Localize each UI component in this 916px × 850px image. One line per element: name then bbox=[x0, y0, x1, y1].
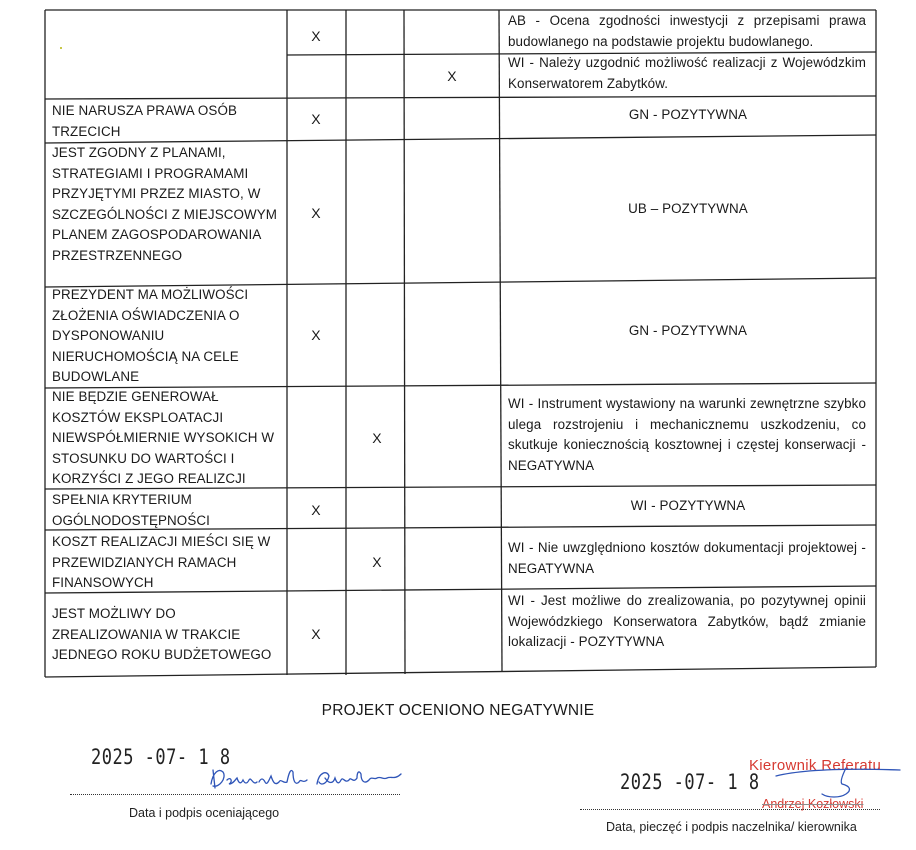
row4-opinion: UB – POZYTYWNA bbox=[628, 201, 748, 216]
row3-mark-col1: X bbox=[311, 111, 321, 127]
row9-mark-col1: X bbox=[311, 626, 321, 642]
row8-criterion: KOSZT REALIZACJI MIEŚCI SIĘ W PRZEWIDZIANYCH RAMACH FINANSOWYCH bbox=[52, 534, 271, 590]
row5-criterion: PREZYDENT MA MOŻLIWOŚCI ZŁOŻENIA OŚWIADCZENIA O DYSPONOWANIU NIERUCHOMOŚCIĄ NA CELE BUDOWLANE bbox=[52, 287, 249, 384]
row7-mark-col1: X bbox=[311, 502, 321, 518]
stamp-name: Andrzej Kozłowski bbox=[762, 797, 864, 811]
row7-opinion: WI - POZYTYWNA bbox=[630, 498, 746, 513]
left-date-stamp: 2025 -07- 1 8 bbox=[91, 745, 231, 770]
evaluation-verdict: PROJEKT OCENIONO NEGATYWNIE bbox=[321, 702, 595, 719]
row6-opinion: WI - Instrument wystawiony na warunki zewnętrzne szybko ulega rozstrojeniu i mechanicznemu uszkodzeniu, co skutkuje koniecznością kosztownej i częstej konserwacji - NEGATYWNA bbox=[508, 396, 866, 473]
row3-opinion: GN - POZYTYWNA bbox=[628, 107, 748, 122]
row8-opinion: WI - Nie uwzględniono kosztów dokumentacji projektowej - NEGATYWNA bbox=[508, 540, 866, 576]
row6-criterion: NIE BĘDZIE GENEROWAŁ KOSZTÓW EKSPLOATACJI NIEWSPÓŁMIERNIE WYSOKICH W STOSUNKU DO WARTOŚCI I KORZYŚCI Z JEGO REALIZCJI bbox=[52, 389, 275, 486]
row9-opinion: WI - Jest możliwe do zrealizowania, po pozytywnej opinii Wojewódzkiego Konserwatora Zabytków, bądź zmianie lokalizacji - POZYTYWNA bbox=[508, 593, 866, 649]
row1-opinion: AB - Ocena zgodności inwestycji z przepisami prawa budowlanego na podstawie projektu budowlanego. bbox=[508, 13, 866, 49]
row1-mark-col1: X bbox=[311, 28, 321, 44]
row4-mark-col1: X bbox=[311, 205, 321, 221]
row7-criterion: SPEŁNIA KRYTERIUM OGÓLNODOSTĘPNOŚCI bbox=[52, 492, 210, 528]
row3-criterion: NIE NARUSZA PRAWA OSÓB TRZECICH bbox=[52, 103, 237, 139]
left-signature-caption: Data i podpis oceniającego bbox=[129, 806, 280, 820]
row5-mark-col1: X bbox=[311, 327, 321, 343]
row5-opinion: GN - POZYTYWNA bbox=[628, 323, 748, 338]
scan-speck bbox=[60, 47, 62, 49]
right-signature-line bbox=[580, 809, 880, 810]
row6-mark-col2: X bbox=[372, 430, 382, 446]
right-date-stamp: 2025 -07- 1 8 bbox=[620, 770, 760, 795]
row4-criterion: JEST ZGODNY Z PLANAMI, STRATEGIAMI I PROGRAMAMI PRZYJĘTYMI PRZEZ MIASTO, W SZCZEGÓLNOŚCI Z MIEJSCOWYM PLANEM ZAGOSPODAROWANIA PRZESTRZENNEGO bbox=[52, 145, 278, 263]
row9-criterion: JEST MOŻLIWY DO ZREALIZOWANIA W TRAKCIE JEDNEGO ROKU BUDŻETOWEGO bbox=[52, 606, 272, 662]
right-signature-caption: Data, pieczęć i podpis naczelnika/ kierownika bbox=[606, 820, 857, 834]
evaluator-signature bbox=[205, 762, 415, 796]
left-signature-line bbox=[70, 794, 400, 795]
row8-mark-col2: X bbox=[372, 554, 382, 570]
row2-mark-col3: X bbox=[447, 68, 457, 84]
stamp-title: Kierownik Referatu bbox=[749, 757, 882, 774]
row2-opinion: WI - Należy uzgodnić możliwość realizacji z Wojewódzkim Konserwatorem Zabytków. bbox=[508, 55, 866, 91]
